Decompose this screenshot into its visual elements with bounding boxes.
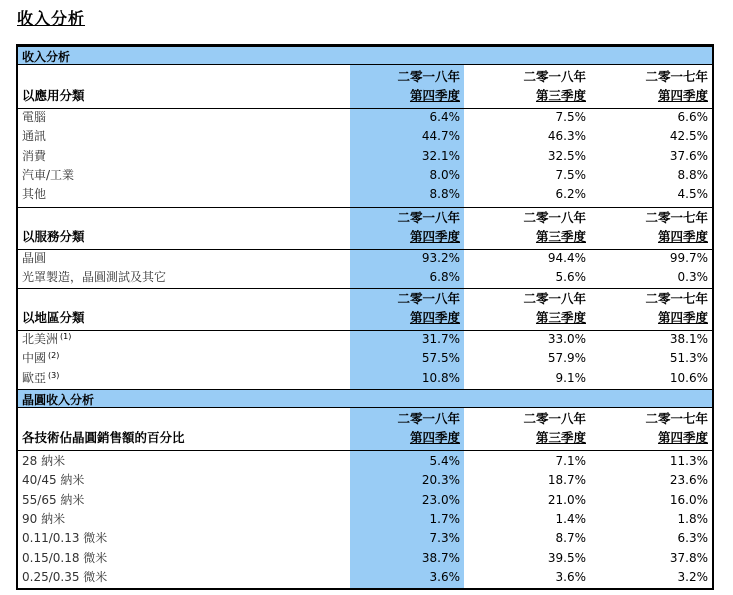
header-svc bbox=[18, 208, 712, 248]
col1-quarter: 第四季度 bbox=[409, 229, 460, 244]
col3-quarter: 第四季度 bbox=[657, 229, 708, 244]
value-col1: 10.8% bbox=[421, 370, 460, 385]
value-col2: 7.5% bbox=[555, 110, 586, 124]
value-col2: 32.5% bbox=[547, 148, 586, 163]
value-col1: 7.3% bbox=[429, 531, 460, 546]
row-label: 汽車/工業 bbox=[22, 167, 75, 182]
value-col2: 33.0% bbox=[547, 332, 586, 346]
footnote-marker: (3) bbox=[48, 370, 60, 380]
row-label: 光罩製造，晶圓測試及其它 bbox=[22, 270, 167, 285]
value-col1: 93.2% bbox=[421, 251, 460, 265]
col2-quarter: 第三季度 bbox=[535, 430, 586, 445]
value-col2: 8.7% bbox=[555, 531, 586, 546]
row-label: 電腦 bbox=[22, 110, 47, 124]
col2-quarter: 第三季度 bbox=[535, 229, 586, 244]
row-label: 北美洲 bbox=[22, 332, 59, 346]
value-col3: 8.8% bbox=[677, 167, 708, 182]
table-row bbox=[18, 148, 712, 166]
value-col1: 8.8% bbox=[429, 187, 460, 202]
col2-quarter: 第三季度 bbox=[535, 310, 586, 325]
col1-year: 二零一八年 bbox=[397, 411, 460, 426]
section-heading: 以應用分類 bbox=[22, 88, 85, 103]
footnote-marker: (1) bbox=[60, 332, 72, 341]
wafer-title-band bbox=[18, 389, 712, 408]
section-heading: 各技術佔晶圓銷售額的百分比 bbox=[22, 430, 185, 445]
header-tech bbox=[18, 409, 712, 449]
col3-year: 二零一七年 bbox=[645, 411, 708, 426]
value-col2: 7.5% bbox=[555, 167, 586, 182]
row-label: 0.15/0.18 微米 bbox=[22, 550, 108, 565]
value-col3: 11.3% bbox=[669, 454, 708, 468]
value-col2: 1.4% bbox=[555, 511, 586, 526]
footnote-marker: (2) bbox=[48, 351, 60, 361]
col2-year: 二零一八年 bbox=[523, 210, 586, 225]
value-col2: 5.6% bbox=[555, 270, 586, 285]
value-col3: 37.6% bbox=[669, 148, 708, 163]
table-row bbox=[18, 569, 712, 587]
col3-year: 二零一七年 bbox=[645, 210, 708, 225]
col3-quarter: 第四季度 bbox=[657, 88, 708, 103]
row-label: 消費 bbox=[22, 148, 47, 163]
row-label: 歐亞 bbox=[22, 370, 47, 385]
col1-quarter: 第四季度 bbox=[409, 88, 460, 103]
wafer-title: 晶圓收入分析 bbox=[22, 393, 95, 407]
col3-quarter: 第四季度 bbox=[657, 430, 708, 445]
value-col2: 18.7% bbox=[547, 473, 586, 488]
value-col3: 3.2% bbox=[677, 569, 708, 584]
value-col1: 57.5% bbox=[421, 351, 460, 366]
value-col1: 6.8% bbox=[429, 270, 460, 285]
table-title: 收入分析 bbox=[22, 50, 71, 64]
row-label: 晶圓 bbox=[22, 251, 47, 265]
value-col2: 3.6% bbox=[555, 569, 586, 584]
value-col2: 39.5% bbox=[547, 550, 586, 565]
value-col2: 7.1% bbox=[555, 454, 586, 468]
table-row bbox=[18, 550, 712, 568]
value-col1: 44.7% bbox=[421, 129, 460, 144]
value-col1: 3.6% bbox=[429, 569, 460, 584]
table-row bbox=[18, 109, 712, 127]
value-col2: 6.2% bbox=[555, 187, 586, 202]
table-row bbox=[18, 492, 712, 510]
row-label: 40/45 納米 bbox=[22, 473, 85, 488]
value-col3: 1.8% bbox=[677, 511, 708, 526]
col1-year: 二零一八年 bbox=[397, 210, 460, 225]
col3-year: 二零一七年 bbox=[645, 69, 708, 84]
table-row bbox=[18, 350, 712, 368]
value-col1: 31.7% bbox=[421, 332, 460, 346]
value-col3: 6.3% bbox=[677, 531, 708, 546]
value-col3: 0.3% bbox=[677, 270, 708, 285]
row-label: 90 納米 bbox=[22, 511, 66, 526]
value-col3: 51.3% bbox=[669, 351, 708, 366]
value-col1: 6.4% bbox=[429, 110, 460, 124]
row-label: 中國 bbox=[22, 351, 47, 366]
value-col3: 4.5% bbox=[677, 187, 708, 202]
value-col1: 20.3% bbox=[421, 473, 460, 488]
value-col2: 9.1% bbox=[555, 370, 586, 385]
value-col2: 57.9% bbox=[547, 351, 586, 366]
value-col2: 94.4% bbox=[547, 251, 586, 265]
row-label: 0.25/0.35 微米 bbox=[22, 569, 108, 584]
col3-quarter: 第四季度 bbox=[657, 310, 708, 325]
value-col1: 32.1% bbox=[421, 148, 460, 163]
value-col3: 37.8% bbox=[669, 550, 708, 565]
row-label: 通訊 bbox=[22, 129, 47, 144]
page-title: 收入分析 bbox=[17, 9, 86, 28]
value-col1: 1.7% bbox=[429, 511, 460, 526]
value-col3: 10.6% bbox=[669, 370, 708, 385]
value-col2: 21.0% bbox=[547, 492, 586, 507]
col2-year: 二零一八年 bbox=[523, 291, 586, 306]
header-app bbox=[18, 67, 712, 107]
value-col2: 46.3% bbox=[547, 129, 586, 144]
col1-quarter: 第四季度 bbox=[409, 430, 460, 445]
col1-year: 二零一八年 bbox=[397, 291, 460, 306]
col2-quarter: 第三季度 bbox=[535, 88, 586, 103]
row-label: 55/65 納米 bbox=[22, 492, 85, 507]
table-title-band bbox=[18, 46, 712, 65]
value-col3: 23.6% bbox=[669, 473, 708, 488]
row-label: 28 納米 bbox=[22, 454, 66, 468]
revenue-table bbox=[16, 44, 714, 590]
value-col3: 38.1% bbox=[669, 332, 708, 346]
table-row bbox=[18, 186, 712, 204]
table-row bbox=[18, 453, 712, 471]
value-col1: 8.0% bbox=[429, 167, 460, 182]
value-col1: 38.7% bbox=[421, 550, 460, 565]
col2-year: 二零一八年 bbox=[523, 411, 586, 426]
value-col1: 5.4% bbox=[429, 454, 460, 468]
row-label: 0.11/0.13 微米 bbox=[22, 531, 108, 546]
value-col1: 23.0% bbox=[421, 492, 460, 507]
table-row bbox=[18, 269, 712, 287]
section-heading: 以地區分類 bbox=[22, 310, 85, 325]
col3-year: 二零一七年 bbox=[645, 291, 708, 306]
table-row bbox=[18, 167, 712, 185]
row-label: 其他 bbox=[22, 187, 47, 202]
value-col3: 99.7% bbox=[669, 251, 708, 265]
col1-year: 二零一八年 bbox=[397, 69, 460, 84]
table-row bbox=[18, 530, 712, 548]
value-col3: 42.5% bbox=[669, 129, 708, 144]
table-row bbox=[18, 370, 712, 388]
table-row bbox=[18, 511, 712, 529]
table-row bbox=[18, 128, 712, 146]
col1-quarter: 第四季度 bbox=[409, 310, 460, 325]
table-row bbox=[18, 250, 712, 268]
header-geo bbox=[18, 289, 712, 329]
col2-year: 二零一八年 bbox=[523, 69, 586, 84]
value-col3: 16.0% bbox=[669, 492, 708, 507]
value-col3: 6.6% bbox=[677, 110, 708, 124]
section-heading: 以服務分類 bbox=[22, 229, 85, 244]
table-row bbox=[18, 472, 712, 490]
table-row bbox=[18, 331, 712, 349]
